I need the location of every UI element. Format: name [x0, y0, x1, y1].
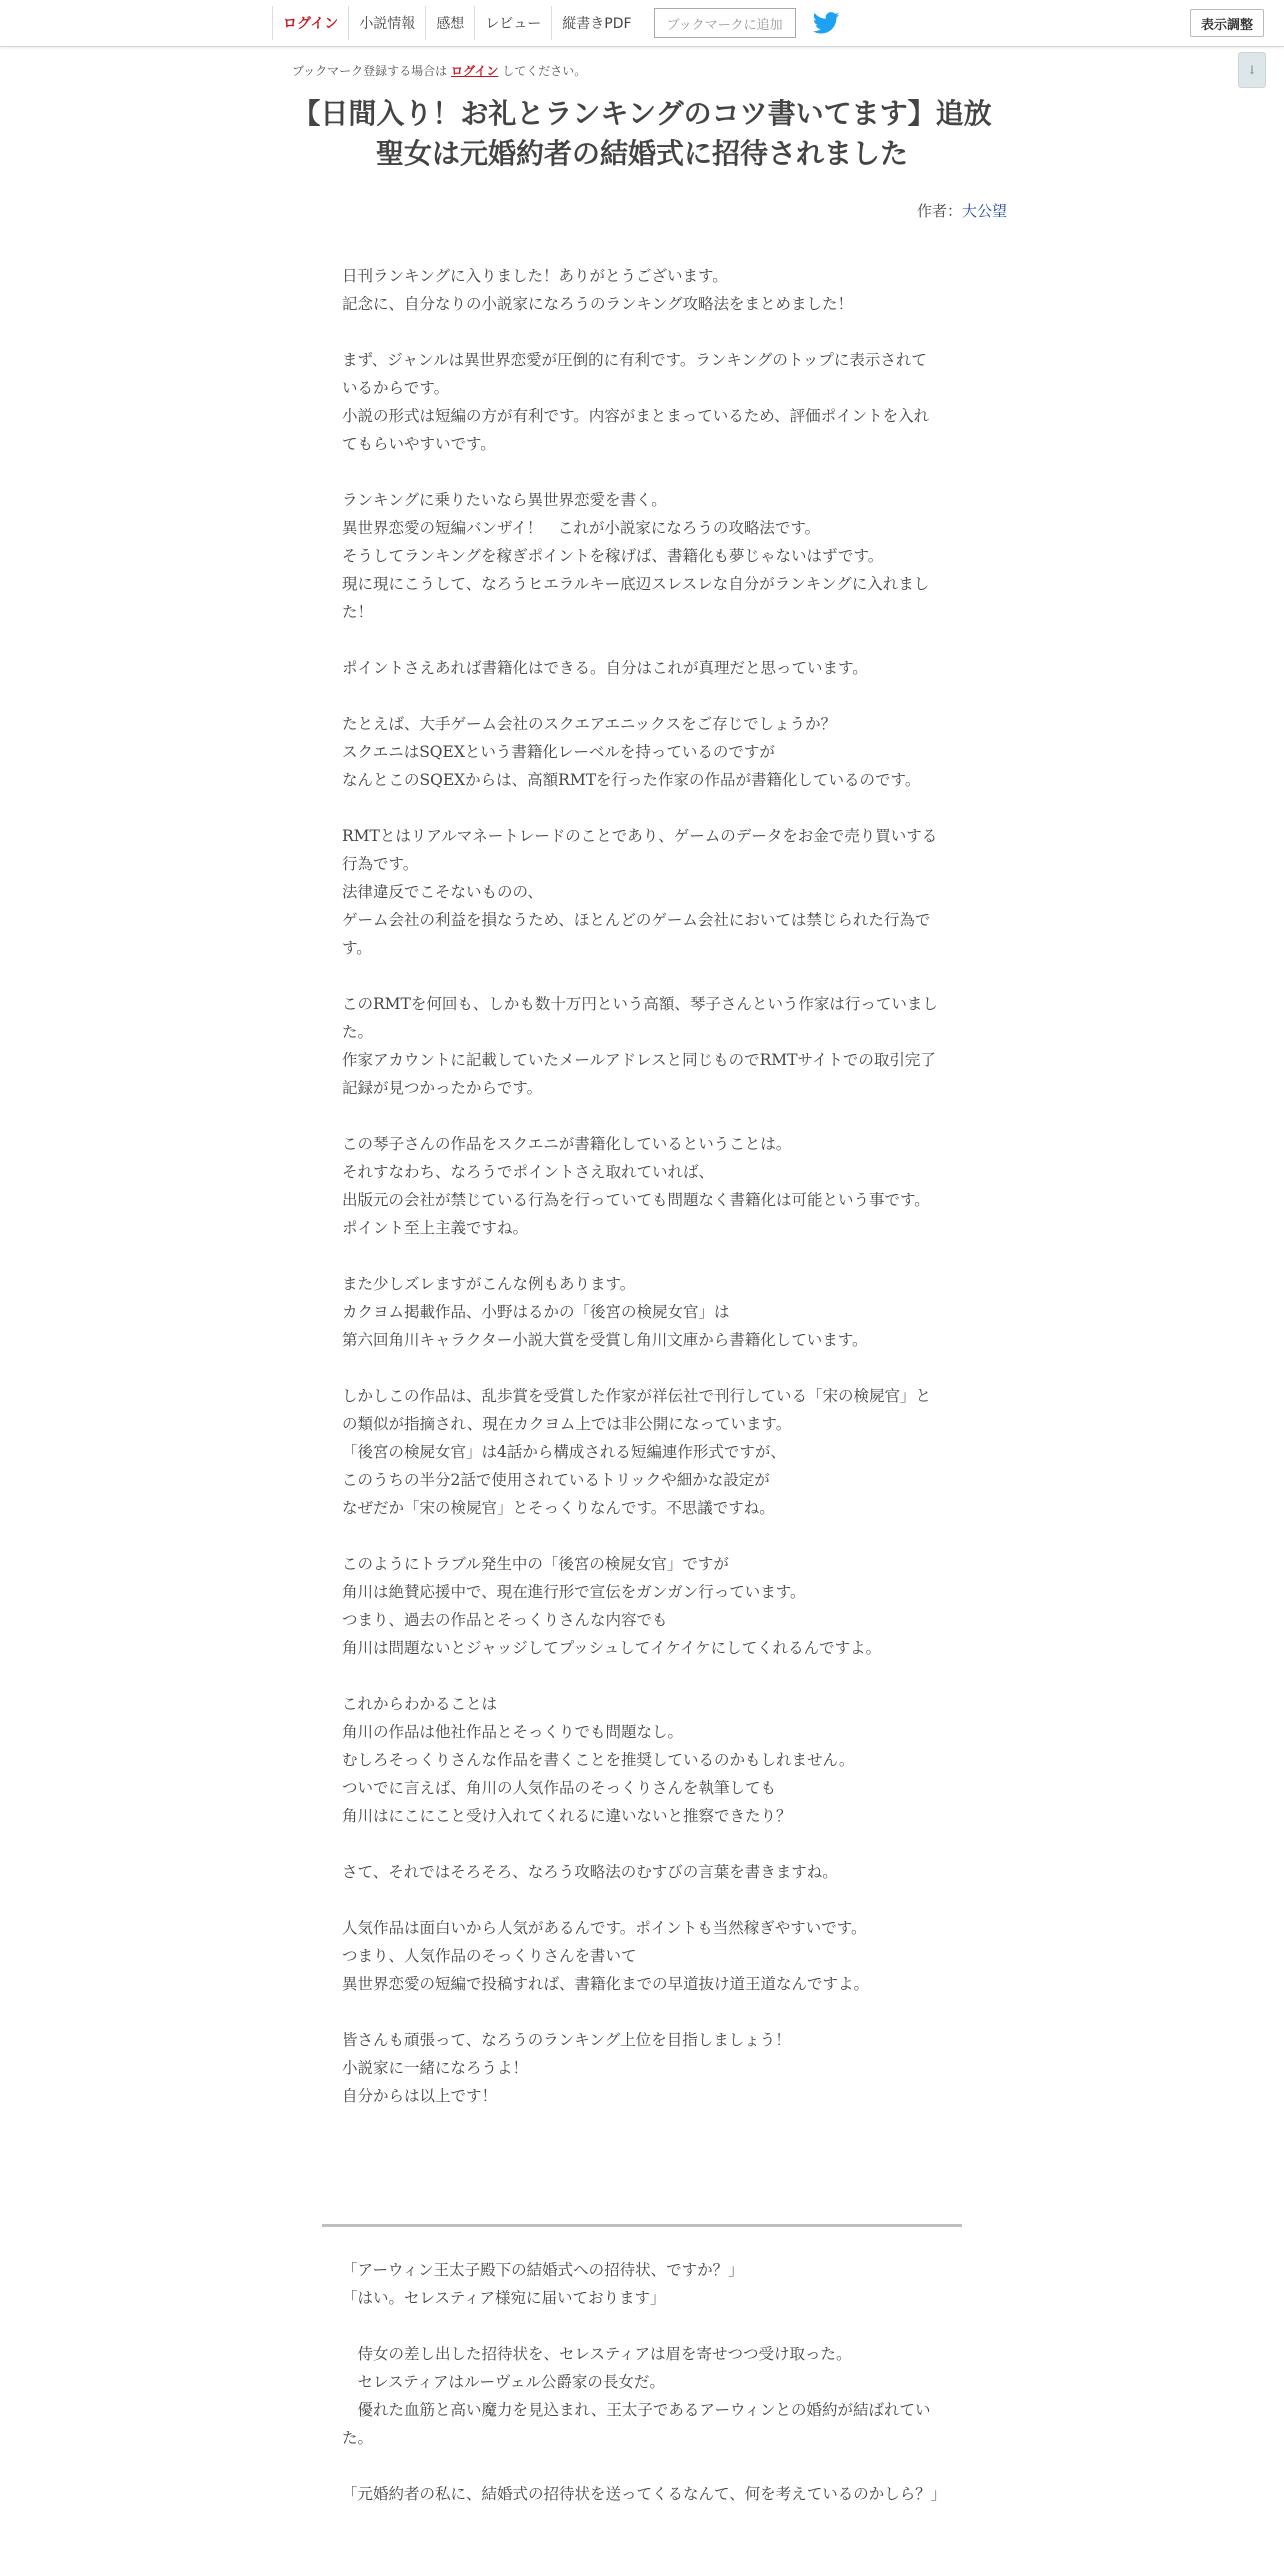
text-line: このようにトラブル発生中の「後宮の検屍女官」ですが [342, 1555, 729, 1573]
text-line: しかしこの作品は、乱歩賞を受賞した作家が祥伝社で刊行している「宋の検屍官」との類似が指摘され、現在カクヨム上では非公開になっています。 [342, 1387, 932, 1433]
text-line: この琴子さんの作品をスクエニが書籍化しているということは。 [342, 1135, 792, 1153]
author-line [917, 200, 1007, 221]
text-line: 「元婚約者の私に、結婚式の招待状を送ってくるなんて、何を考えているのかしら？」 [342, 2485, 947, 2503]
blank-line [342, 1886, 942, 1914]
text-line: セレスティアはルーヴェル公爵家の長女だ。 [342, 2373, 665, 2391]
blank-line [342, 962, 942, 990]
text-line: 皆さんも頑張って、なろうのランキング上位を目指しましょう！ [342, 2031, 791, 2049]
blank-line [342, 1998, 942, 2026]
blank-line [342, 2312, 942, 2340]
text-line: 侍女の差し出した招待状を、セレスティアは眉を寄せつつ受け取った。 [342, 2345, 852, 2363]
text-line: なぜだか「宋の検屍官」とそっくりなんです。不思議ですね。 [342, 1499, 775, 1517]
twitter-bird-icon[interactable] [812, 12, 840, 34]
text-line: 自分からは以上です！ [342, 2087, 498, 2105]
blank-line [342, 458, 942, 486]
text-line: ゲーム会社の利益を損なうため、ほとんどのゲーム会社においては禁じられた行為です。 [342, 911, 931, 957]
text-line: 異世界恋愛の短編で投稿すれば、書籍化までの早道抜け道王道なんですよ。 [342, 1975, 870, 1993]
blank-line [342, 1662, 942, 1690]
scroll-down-tab[interactable]: ↓ [1238, 52, 1266, 88]
blank-line [342, 682, 942, 710]
blank-line [342, 1242, 942, 1270]
text-line: 「アーウィン王太子殿下の結婚式への招待状、ですか？」 [342, 2261, 744, 2279]
nav-login-link[interactable]: ログイン [272, 6, 348, 40]
text-line: むしろそっくりさんな作品を書くことを推奨しているのかもしれません。 [342, 1751, 855, 1769]
novel-preface [342, 262, 942, 2110]
nav-novel-info-link[interactable]: 小説情報 [348, 6, 425, 40]
blank-line [342, 1522, 942, 1550]
text-line: 優れた血筋と高い魔力を見込まれ、王太子であるアーウィンとの婚約が結ばれていた。 [342, 2401, 931, 2447]
blank-line [342, 318, 942, 346]
text-line: 作家アカウントに記載していたメールアドレスと同じものでRMTサイトでの取引完了記録が見つかったからです。 [342, 1051, 936, 1097]
text-line: 異世界恋愛の短編バンザイ！ これが小説家になろうの攻略法です。 [342, 519, 821, 537]
text-line: ポイント至上主義ですね。 [342, 1219, 529, 1237]
text-line: RMTとはリアルマネートレードのことであり、ゲームのデータをお金で売り買いする行為です。 [342, 827, 938, 873]
text-line: スクエニはSQEXという書籍化レーベルを持っているのですが [342, 743, 775, 761]
text-line: 小説家に一緒になろうよ！ [342, 2059, 529, 2077]
text-line: 現に現にこうして、なろうヒエラルキー底辺スレスレな自分がランキングに入れました！ [342, 575, 930, 621]
text-line: ついでに言えば、角川の人気作品のそっくりさんを執筆しても [342, 1779, 777, 1797]
display-settings-button[interactable]: 表示調整 [1190, 9, 1264, 37]
notice-prefix: ブックマーク登録する場合は [292, 64, 448, 78]
text-line: 出版元の会社が禁じている行為を行っていても問題なく書籍化は可能という事です。 [342, 1191, 930, 1209]
text-line: 人気作品は面白いから人気があるんです。ポイントも当然稼ぎやすいです。 [342, 1919, 867, 1937]
novel-title: 【日間入り！お礼とランキングのコツ書いてます】追放聖女は元婚約者の結婚式に招待されました [292, 97, 992, 170]
text-line: 第六回角川キャラクター小説大賞を受賞し角川文庫から書籍化しています。 [342, 1331, 868, 1349]
text-line: カクヨム掲載作品、小野はるかの「後宮の検屍女官」は [342, 1303, 730, 1321]
bookmark-login-notice [292, 62, 586, 79]
blank-line [342, 794, 942, 822]
section-divider [322, 2224, 962, 2227]
text-line: 記念に、自分なりの小説家になろうのランキング攻略法をまとめました！ [342, 295, 854, 313]
nav-vertical-pdf-link[interactable]: 縦書きPDF [551, 6, 641, 40]
nav-impressions-link[interactable]: 感想 [425, 6, 474, 40]
text-line: ランキングに乗りたいなら異世界恋愛を書く。 [342, 491, 667, 509]
blank-line [342, 2452, 942, 2480]
text-line: このうちの半分2話で使用されているトリックや細かな設定が [342, 1471, 770, 1489]
text-line: また少しズレますがこんな例もあります。 [342, 1275, 636, 1293]
author-name-link[interactable]: 大公望 [961, 202, 1007, 220]
text-line: 角川は問題ないとジャッジしてプッシュしてイケイケにしてくれるんですよ。 [342, 1639, 882, 1657]
blank-line [342, 626, 942, 654]
notice-login-link[interactable]: ログイン [451, 64, 499, 78]
text-line: ポイントさえあれば書籍化はできる。自分はこれが真理だと思っています。 [342, 659, 868, 677]
text-line: まず、ジャンルは異世界恋愛が圧倒的に有利です。ランキングのトップに表示されているからです。 [342, 351, 927, 397]
text-line: これからわかることは [342, 1695, 498, 1713]
text-line: 「はい。セレスティア様宛に届いております」 [342, 2289, 666, 2307]
blank-line [342, 1830, 942, 1858]
author-label: 作者： [916, 202, 962, 220]
text-line: それすなわち、なろうでポイントさえ取れていれば、 [342, 1163, 715, 1181]
nav-menu [272, 6, 840, 40]
text-line: 角川は絶賛応援中で、現在進行形で宣伝をガンガン行っています。 [342, 1583, 806, 1601]
text-line: 小説の形式は短編の方が有利です。内容がまとまっているため、評価ポイントを入れてもらいやすいです。 [342, 407, 930, 453]
text-line: つまり、過去の作品とそっくりさんな内容でも [342, 1611, 668, 1629]
nav-review-link[interactable]: レビュー [474, 6, 551, 40]
text-line: なんとこのSQEXからは、高額RMTを行った作家の作品が書籍化しているのです。 [342, 771, 921, 789]
text-line: たとえば、大手ゲーム会社のスクエアエニックスをご存じでしょうか？ [342, 715, 837, 733]
text-line: 「後宮の検屍女官」は4話から構成される短編連作形式ですが、 [342, 1443, 786, 1461]
text-line: 角川の作品は他社作品とそっくりでも問題なし。 [342, 1723, 684, 1741]
novel-body [342, 2256, 947, 2508]
text-line: 法律違反でこそないものの、 [342, 883, 543, 901]
blank-line [342, 1102, 942, 1130]
text-line: 日刊ランキングに入りました！ありがとうございます。 [342, 267, 728, 285]
top-navigation-bar [0, 0, 1284, 47]
text-line: このRMTを何回も、しかも数十万円という高額、琴子さんという作家は行っていました。 [342, 995, 938, 1041]
notice-suffix: してください。 [502, 64, 587, 78]
text-line: そうしてランキングを稼ぎポイントを稼げば、書籍化も夢じゃないはずです。 [342, 547, 884, 565]
text-line: つまり、人気作品のそっくりさんを書いて [342, 1947, 637, 1965]
blank-line [342, 1354, 942, 1382]
text-line: さて、それではそろそろ、なろう攻略法のむすびの言葉を書きますね。 [342, 1863, 838, 1881]
text-line: 角川はにこにこと受け入れてくれるに違いないと推察できたり？ [342, 1807, 792, 1825]
add-bookmark-button[interactable]: ブックマークに追加 [654, 8, 796, 38]
